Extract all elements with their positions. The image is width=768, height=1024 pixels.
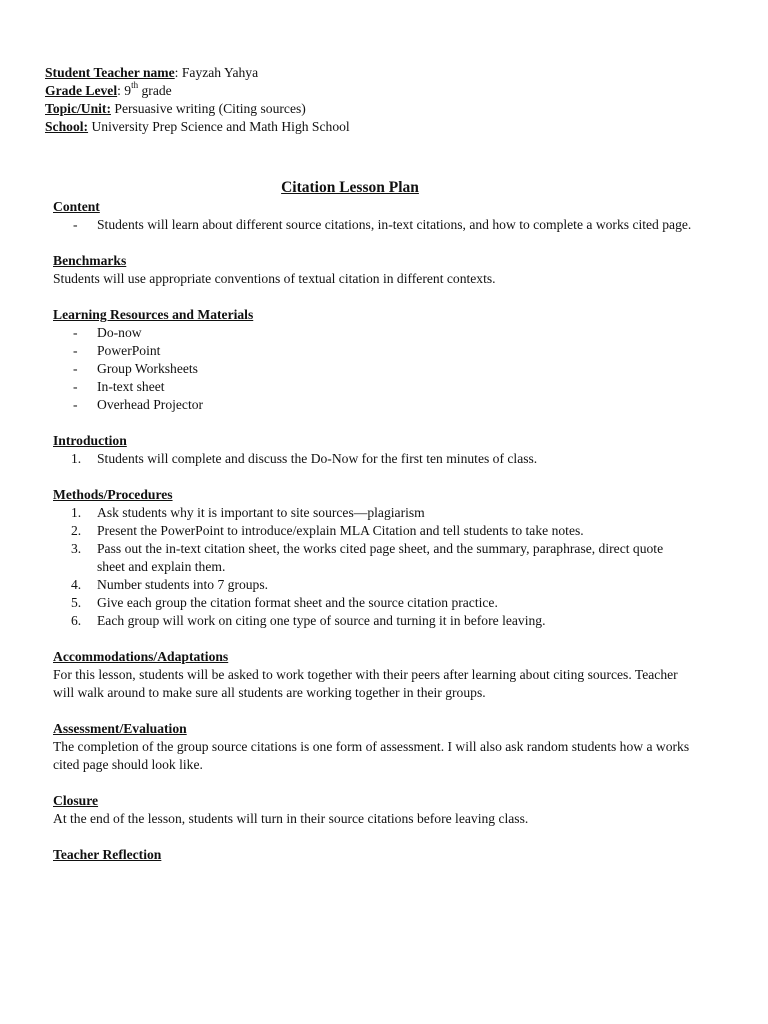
teacher-name-line [45, 64, 725, 82]
methods-section [53, 486, 693, 630]
introduction-list [53, 450, 693, 468]
introduction-heading: Introduction [53, 433, 127, 448]
list-item-text: In-text sheet [97, 379, 165, 394]
list-item [53, 504, 693, 522]
methods-list [53, 504, 693, 630]
list-item-text: Do-now [97, 325, 142, 340]
list-dash: - [73, 343, 78, 358]
school-value: University Prep Science and Math High School [88, 119, 350, 134]
assessment-heading: Assessment/Evaluation [53, 721, 187, 736]
benchmarks-text: Students will use appropriate conventions of textual citation in different contexts. [53, 271, 496, 286]
teacher-name-value: : Fayzah Yahya [174, 65, 259, 80]
list-item-text: Give each group the citation format sheet and the source citation practice. [97, 595, 498, 610]
resources-heading: Learning Resources and Materials [53, 307, 254, 322]
list-number: 4. [71, 577, 82, 592]
accommodations-heading: Accommodations/Adaptations [53, 649, 229, 664]
list-item-text: Overhead Projector [97, 397, 204, 412]
list-item [53, 342, 693, 360]
reflection-section [53, 846, 693, 864]
list-item-text: Students will learn about different source citations, in-text citations, and how to complete a works cited page. [97, 217, 692, 232]
list-dash: - [73, 361, 78, 376]
topic-unit-line [45, 100, 725, 118]
topic-unit-label: Topic/Unit: [45, 101, 111, 116]
list-dash: - [73, 325, 78, 340]
list-dash: - [73, 217, 78, 232]
list-item [53, 216, 693, 234]
accommodations-text: For this lesson, students will be asked to work together with their peers after learning about citing sources. Teacher will walk around to make sure all students are working together in their groups. [53, 667, 678, 700]
accommodations-section [53, 648, 693, 702]
list-item [53, 360, 693, 378]
document-header [45, 64, 725, 136]
list-item [53, 576, 693, 594]
list-item-text: Students will complete and discuss the Do-Now for the first ten minutes of class. [97, 451, 538, 466]
benchmarks-section [53, 252, 693, 288]
resources-list [53, 324, 693, 414]
list-item [53, 522, 693, 540]
content-heading: Content [53, 199, 100, 214]
resources-section [53, 306, 693, 414]
grade-level-line [45, 82, 725, 100]
closure-text: At the end of the lesson, students will turn in their source citations before leaving class. [53, 811, 529, 826]
page-title: Citation Lesson Plan [281, 179, 419, 196]
list-number: 6. [71, 613, 82, 628]
list-item [53, 540, 693, 576]
school-label: School: [45, 119, 89, 134]
closure-heading: Closure [53, 793, 99, 808]
reflection-heading: Teacher Reflection [53, 847, 162, 862]
methods-heading: Methods/Procedures [53, 487, 173, 502]
list-item-text: Present the PowerPoint to introduce/explain MLA Citation and tell students to take notes. [97, 523, 584, 538]
grade-level-suffix: grade [138, 83, 172, 98]
list-item [53, 324, 693, 342]
lesson-plan-body [53, 198, 693, 864]
benchmarks-heading: Benchmarks [53, 253, 127, 268]
list-dash: - [73, 379, 78, 394]
list-item-text: Pass out the in-text citation sheet, the works cited page sheet, and the summary, paraphrase, direct quote sheet and explain them. [97, 541, 664, 574]
list-item-text: Group Worksheets [97, 361, 198, 376]
list-number: 3. [71, 541, 82, 556]
introduction-section [53, 432, 693, 468]
list-number: 1. [71, 505, 82, 520]
list-item-text: Each group will work on citing one type of source and turning it in before leaving. [97, 613, 546, 628]
teacher-name-label: Student Teacher name [45, 65, 175, 80]
closure-section [53, 792, 693, 828]
list-dash: - [73, 397, 78, 412]
content-list [53, 216, 693, 234]
topic-unit-value: Persuasive writing (Citing sources) [110, 101, 306, 116]
list-item-text: Number students into 7 groups. [97, 577, 269, 592]
grade-level-prefix: : 9 [117, 83, 132, 98]
list-number: 2. [71, 523, 82, 538]
grade-level-superscript: th [131, 80, 139, 91]
list-item-text: PowerPoint [97, 343, 161, 358]
grade-level-label: Grade Level [45, 83, 118, 98]
content-section [53, 198, 693, 234]
list-item [53, 450, 693, 468]
list-item [53, 594, 693, 612]
list-item [53, 396, 693, 414]
list-number: 1. [71, 451, 82, 466]
assessment-section [53, 720, 693, 774]
list-number: 5. [71, 595, 82, 610]
assessment-text: The completion of the group source citations is one form of assessment. I will also ask random students how a works cited page should look like. [53, 739, 690, 772]
list-item [53, 378, 693, 396]
list-item [53, 612, 693, 630]
list-item-text: Ask students why it is important to site sources—plagiarism [97, 505, 425, 520]
school-line [45, 118, 725, 136]
